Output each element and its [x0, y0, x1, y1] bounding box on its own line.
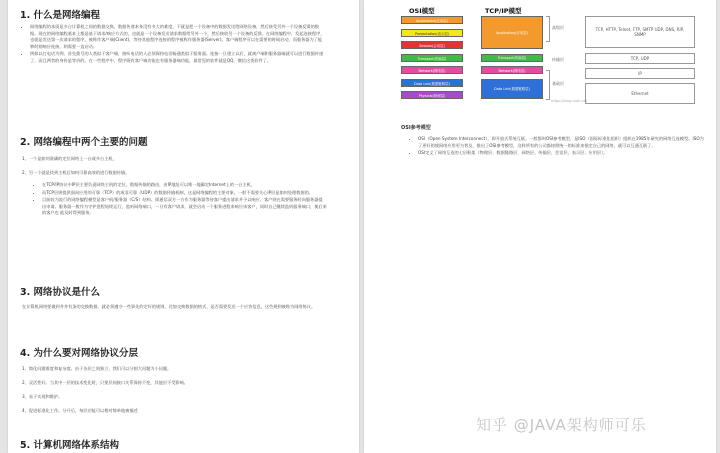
diagram-source-url: https://blog.csdn.net	[551, 99, 588, 103]
osi-layer: Transport(传输层)	[401, 54, 463, 62]
section-1-bullets	[22, 24, 326, 66]
section-3-text: 在计算机网络要做到井井有条的交换数据，就必须遵守一些事先约定好的规则，比如交换数据的格式、是否需要发送一个应答信息。这些规则被称为网络协议。	[22, 304, 316, 309]
osi-reference-title: OSI参考模型	[401, 125, 431, 131]
list-item: • 而TCP层则提供面向应用的可靠（TCP）的或非可靠（UDP）的数据传输机制，这是网络编程的主要对象，一般不需要关心IP层是如何处理数据的。	[42, 190, 327, 197]
protocol-box-network: IP	[585, 68, 695, 79]
right-page	[364, 0, 716, 453]
tcpip-layer-stack	[481, 16, 543, 92]
osi-layer-stack	[401, 16, 463, 98]
list-item: • OSI（Open System Interconnect），即开放式系统互联。一般都叫OSI参考模型，是ISO（国际标准化组织）组织在1985年研究的网络互连模型。ISO为了更好的使网络应用更为普及，推出了OSI参考模型，这样所有的公司都按照统一的标准来指定自己的网络，就可以互通互联了。	[418, 136, 708, 149]
osi-layer: Session(会话层)	[401, 41, 463, 49]
protocol-box-application: TCP, HTTP, Telnet, FTP, SMTP UDP, DNS, RIP, SNMP	[585, 16, 695, 48]
osi-model-title: OSI模型	[409, 7, 435, 15]
osi-layer: Network(网络层)	[401, 66, 463, 74]
list-item: • 在TCP/IP协议中IP层主要负责网络主机的定位，数据传输的路由，由IP地址可以唯一地确定Internet上的一台主机。	[42, 182, 327, 189]
tcpip-layer: Application(应用层)	[481, 16, 543, 49]
protocol-box-datalink: Ethernet	[585, 83, 695, 104]
list-item: 3、易于实现和维护。	[22, 394, 63, 399]
osi-layer: Data Link(数据链路层)	[401, 79, 463, 87]
list-item: 2、另一个就是找到主机后如何可靠高效的进行数据传输。	[22, 170, 130, 175]
section-3-title: 3. 网络协议是什么	[20, 287, 101, 298]
tcpip-layer: Transport(传输层)	[481, 54, 543, 62]
brace-label-upper: 高级层	[552, 25, 564, 30]
list-item: • OSI定义了网络互连的七层框架（物理层、数据链路层、网络层、传输层、会话层、表示层、应用层）。	[418, 150, 708, 157]
osi-layer: Presentation(表示层)	[401, 29, 463, 37]
brace	[546, 70, 550, 100]
osi-layer: Application(应用层)	[401, 16, 463, 24]
left-page	[8, 0, 359, 453]
osi-bullets	[410, 136, 708, 158]
section-4-title: 4. 为什么要对网络协议分层	[20, 348, 139, 359]
zhihu-watermark: 知乎 @JAVA架构师可乐	[476, 416, 647, 434]
section-2-bullets	[34, 182, 327, 218]
protocol-box-transport: TCP, UDP	[585, 53, 695, 64]
list-item: 2、灵活性好。当其中一层的技术变化时，只要层间接口关系保持不变，其他层不受影响。	[22, 380, 188, 385]
list-item: 1、简化问题难度和复杂度。由于各层之间独立，我们可以分割大问题为小问题。	[22, 366, 172, 371]
list-item: • 网络编程的本质是多台计算机之间的数据交换。数据传递本身没有多大的难度，不就是把一个设备中的数据发送给网络设备，然后接受另外一个设备反馈的数据。现在的网络编程基本上都是基于请求/响应方式的，也就是一个设备发送请求数据给另外一个，然后接收另一个设备的反馈。在网络编程中，发起连接程序，也就是发送第一次请求的程序，被称作客户端(Client)，等待其他程序连接的程序被称作服务器(Server)。客户端程序可以在需要的时候启动，而服务器为了能够时刻响应连接，则需要一直启动。	[30, 24, 326, 50]
list-item: 4、促进标准化工作。分开后，每层功能可以相对简单地被描述	[22, 408, 138, 413]
section-5-title: 5. 计算机网络体系结构	[20, 440, 120, 451]
brace-label-transport: 传输层	[552, 57, 564, 62]
network-model-diagram	[401, 6, 701, 110]
tcpip-model-title: TCP/IP模型	[485, 7, 522, 15]
section-1-title: 1. 什么是网络编程	[20, 10, 101, 21]
list-item: • 例如以打电话为例，首先拨号的人类似于客户端，接听电话的人必须保持电话畅通类似于服务器。连接一旦建立以后，就离户端和服务器端就可以进行数据传递了，而且两者的身份是等价的。在一些程序中，程序既有客户端功能也有服务器端功能，最常见的软件就是QQ、微信这类软件了。	[30, 51, 326, 64]
list-item: • 目前较为流行的网络编程模型是客户机/服务器（C/S）结构。即通信双方一方作为服务器等待客户提出请求并予以响应。客户则在需要服务时向服务器提 出申请。服务器一般作为守护进程始终运行，监听网络端口，一旦有客户请求，就会启动一个服务进程来响应该客户，同时自己继续监听服务端口，使后来的客户也 能及时得到服务。	[42, 197, 327, 217]
section-2-title: 2. 网络编程中两个主要的问题	[20, 137, 148, 148]
tcpip-layer: Network(网络层)	[481, 66, 543, 74]
list-item: 1、一个是如何准确的定位网络上一台或多台主机，	[22, 156, 117, 161]
brace	[546, 16, 550, 42]
brace-label-base: 基础层	[552, 81, 564, 86]
osi-layer: Physical(物理层)	[401, 91, 463, 99]
tcpip-layer: Data Link(数据链路层)	[481, 79, 543, 100]
